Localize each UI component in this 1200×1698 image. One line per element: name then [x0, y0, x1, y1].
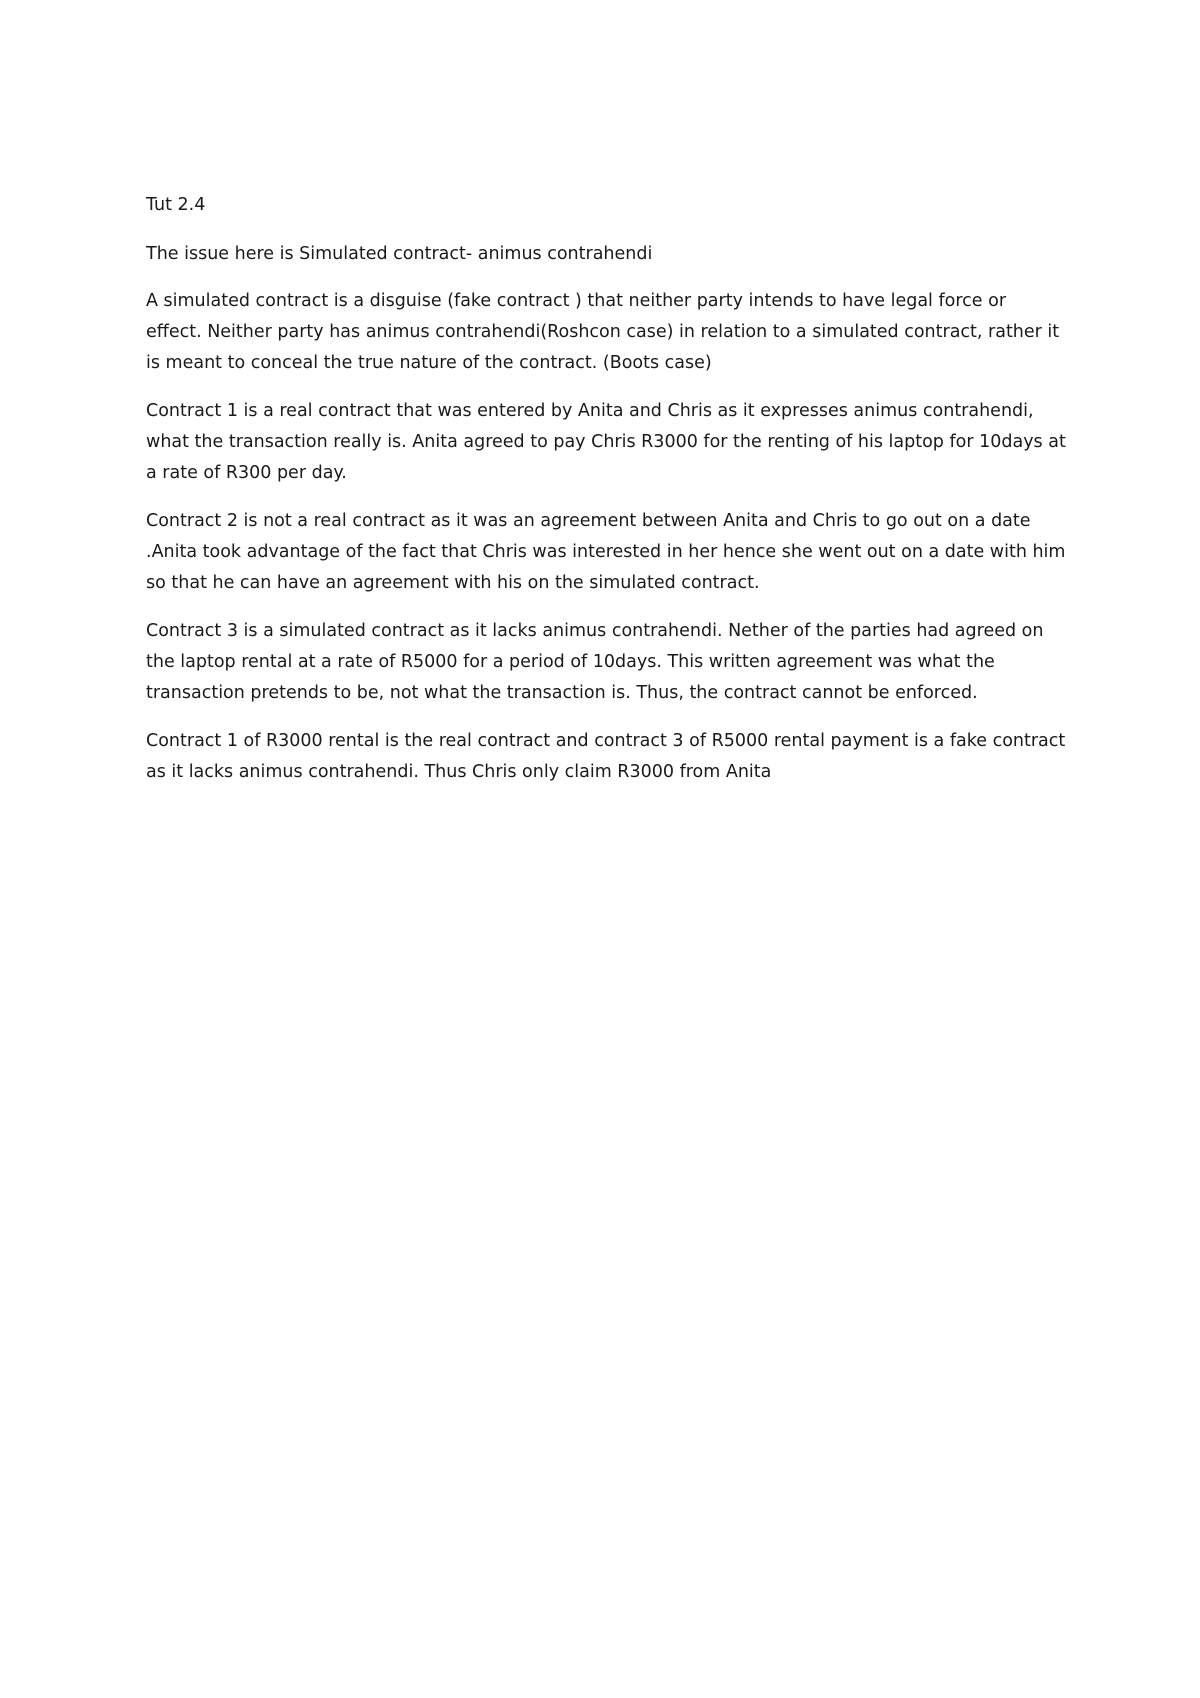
paragraph-contract-2: Contract 2 is not a real contract as it was an agreement between Anita and Chris to go out on a date .Anita took advantage of the fact that Chris was interested in her hence she went out on a date with him so that he can have an agreement with his on the simulated contract.: [146, 511, 1066, 593]
issue-statement: The issue here is Simulated contract- animus contrahendi: [146, 244, 653, 264]
document-body: [146, 190, 1066, 805]
document-title: Tut 2.4: [146, 195, 206, 215]
paragraph-conclusion: Contract 1 of R3000 rental is the real contract and contract 3 of R5000 rental payment is a fake contract as it lacks animus contrahendi. Thus Chris only claim R3000 from Anita: [146, 731, 1066, 782]
paragraph-simulated-contract-definition: A simulated contract is a disguise (fake contract ) that neither party intends to have legal force or effect. Neither party has animus contrahendi(Roshcon case) in relation to a simulated contract, rather it is meant to conceal the true nature of the contract. (Boots case): [146, 291, 1060, 373]
paragraph-contract-3: Contract 3 is a simulated contract as it lacks animus contrahendi. Nether of the parties had agreed on the laptop rental at a rate of R5000 for a period of 10days. This written agreement was what the transaction pretends to be, not what the transaction is. Thus, the contract cannot be enforced.: [146, 621, 1044, 703]
paragraph-contract-1: Contract 1 is a real contract that was entered by Anita and Chris as it expresses animus contrahendi, what the transaction really is. Anita agreed to pay Chris R3000 for the renting of his laptop for 10days at a rate of R300 per day.: [146, 401, 1066, 483]
